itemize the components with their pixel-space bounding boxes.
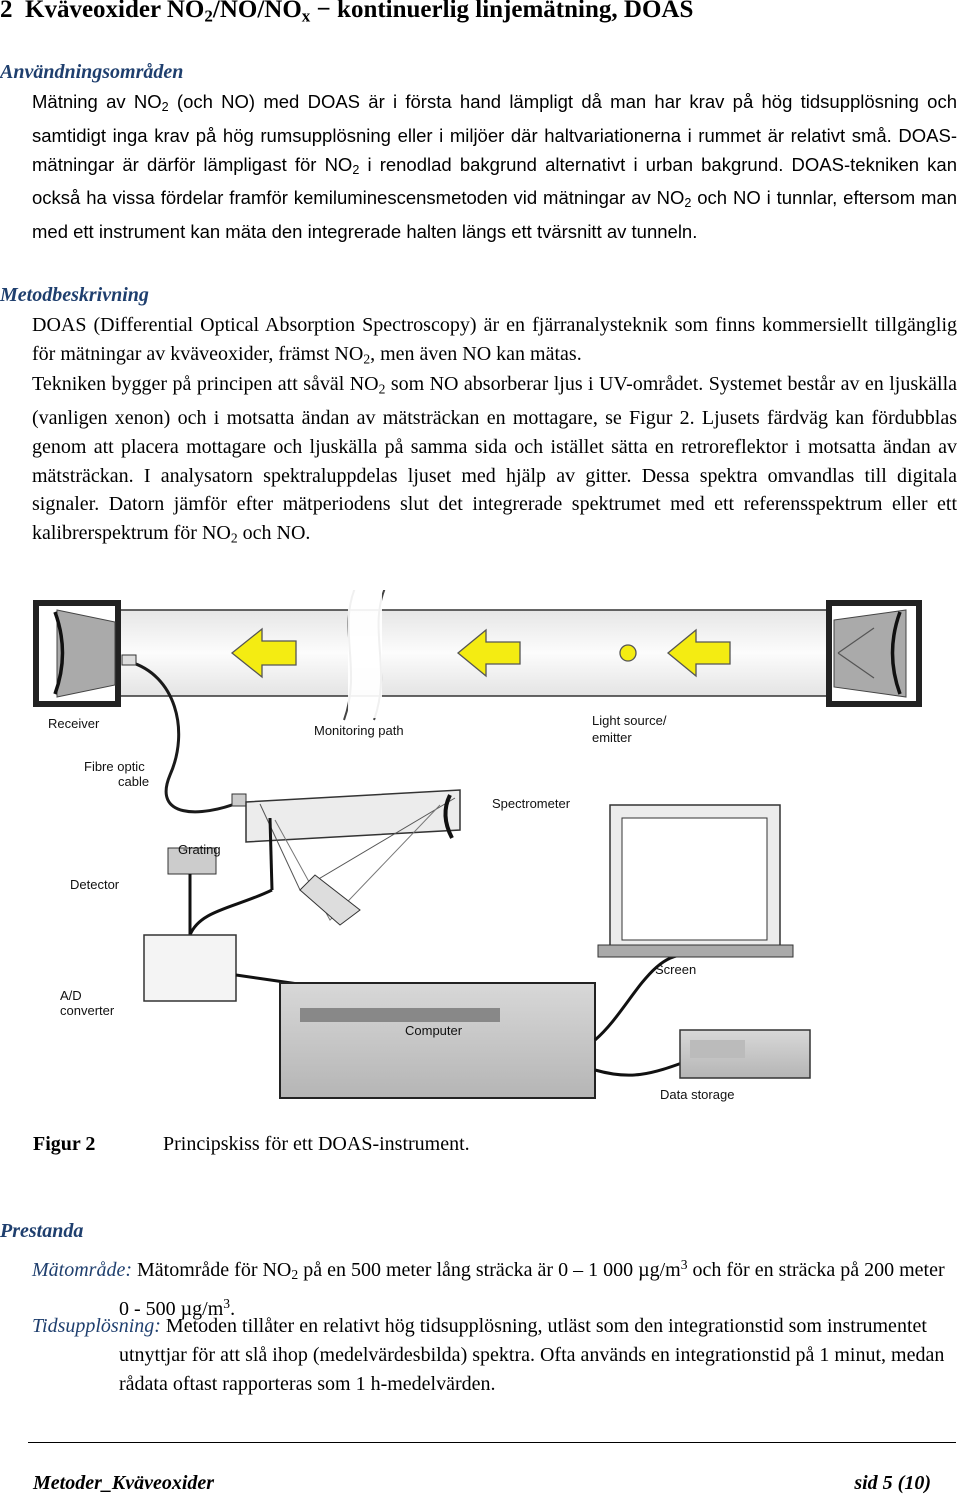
method-paragraph-1: DOAS (Differential Optical Absorption Spectroscopy) är en fjärranalysteknik som finns kommersiellt tillgänglig för mätningar av kväveoxider, främst $NO_2$, men även NO kan mätas.: [32, 314, 957, 367]
label-fibre-1: Fibre optic: [84, 759, 145, 774]
doas-diagram: [0, 590, 960, 1110]
label-ad-1: A/D: [60, 988, 82, 1003]
label-spectrometer: Spectrometer: [492, 796, 571, 811]
label-computer: Computer: [405, 1023, 463, 1038]
time-resolution: Tidsupplösning: Metoden tillåter en relativt hög tidsupplösning, utläst som den integrationstid som instrumentet utnyttjar för att slå ihop (medelvärdesbilda) spektra. Ofta används en integrationstid på 1 minut, medan rådata oftast rapporteras som 1 h-medelvärden.: [32, 1315, 945, 1395]
label-data-storage: Data storage: [660, 1087, 735, 1102]
label-light-source-2: emitter: [592, 730, 632, 745]
figure-caption-text: Principskiss för ett DOAS-instrument.: [163, 1133, 470, 1155]
page-title: 2 Kväveoxider $NO_2/NO/NO_x$ − kontinuerlig linjemätning, DOAS: [0, 0, 694, 26]
label-monitoring-path: Monitoring path: [314, 723, 404, 738]
screen-monitor: [598, 805, 793, 957]
label-fibre-2: cable: [118, 774, 150, 789]
data-storage: [680, 1030, 810, 1078]
usage-heading: Användningsområden: [0, 61, 184, 83]
spectrometer: [246, 790, 460, 925]
usage-paragraph: Mätning av $NO_2$ (och NO) med DOAS är i första hand lämpligt då man har krav på hög tidsupplösning och samtidigt inga krav på hög rumsupplösning eller i miljöer där haltvariationerna i rummet är relativt små. DOAS-mätningar är därför lämpligast för $NO_2$ i renodlad bakgrund alternativt i urban bakgrund. DOAS-tekniken kan också ha vissa fördelar framför kemiluminescensmetoden vid mätningar av $NO_2$ och NO i tunnlar, eftersom man med ett instrument kan mäta den integrerade halten längs ett tvärsnitt av tunneln.: [32, 91, 958, 243]
footer-document-name: Metoder_Kväveoxider: [33, 1472, 215, 1494]
label-light-source-1: Light source/: [592, 713, 667, 728]
label-screen: Screen: [655, 962, 697, 977]
method-heading: Metodbeskrivning: [0, 284, 149, 306]
detector: [168, 848, 272, 935]
label-receiver: Receiver: [48, 716, 100, 731]
method-paragraph-2: Tekniken bygger på principen att såväl $NO_2$ som NO absorberar ljus i UV-området. Systemet består av en ljuskälla (vanligen xenon) och i motsatta ändan av mätsträckan en mottagare, se Figur 2. Ljusets färdväg kan fördubblas genom att placera mottagare och ljuskälla på samma sida och istället sätta en retroreflektor i motsatta ändan av mätsträckan. I analysatorn spektraluppdelas ljuset med hjälp av gitter. Dessa spektra omvandlas till digitala signaler. Datorn jämför efter mätperiodens slut det integrerade spektrumet med ett referensspektrum eller ett kalibrerspektrum för $NO_2$ och NO.: [32, 373, 958, 546]
computer: [280, 955, 690, 1098]
figure-caption-label: Figur 2: [33, 1133, 96, 1155]
receiver-housing: [33, 600, 121, 707]
performance-heading: Prestanda: [0, 1220, 84, 1242]
label-ad-2: converter: [60, 1003, 115, 1018]
footer-page-number: sid 5 (10): [854, 1472, 931, 1494]
emitter-housing: [826, 600, 922, 707]
footer-rule: [28, 1442, 956, 1443]
label-grating: Grating: [178, 842, 221, 857]
label-detector: Detector: [70, 877, 120, 892]
measurement-range: Mätområde: Mätområde för $NO_2$ på en 500 meter lång sträcka är 0 – 1 000 $\mu g/m^3$ och för en sträcka på 200 meter 0 - 500 $\mu g/m^3$.: [32, 1257, 945, 1320]
